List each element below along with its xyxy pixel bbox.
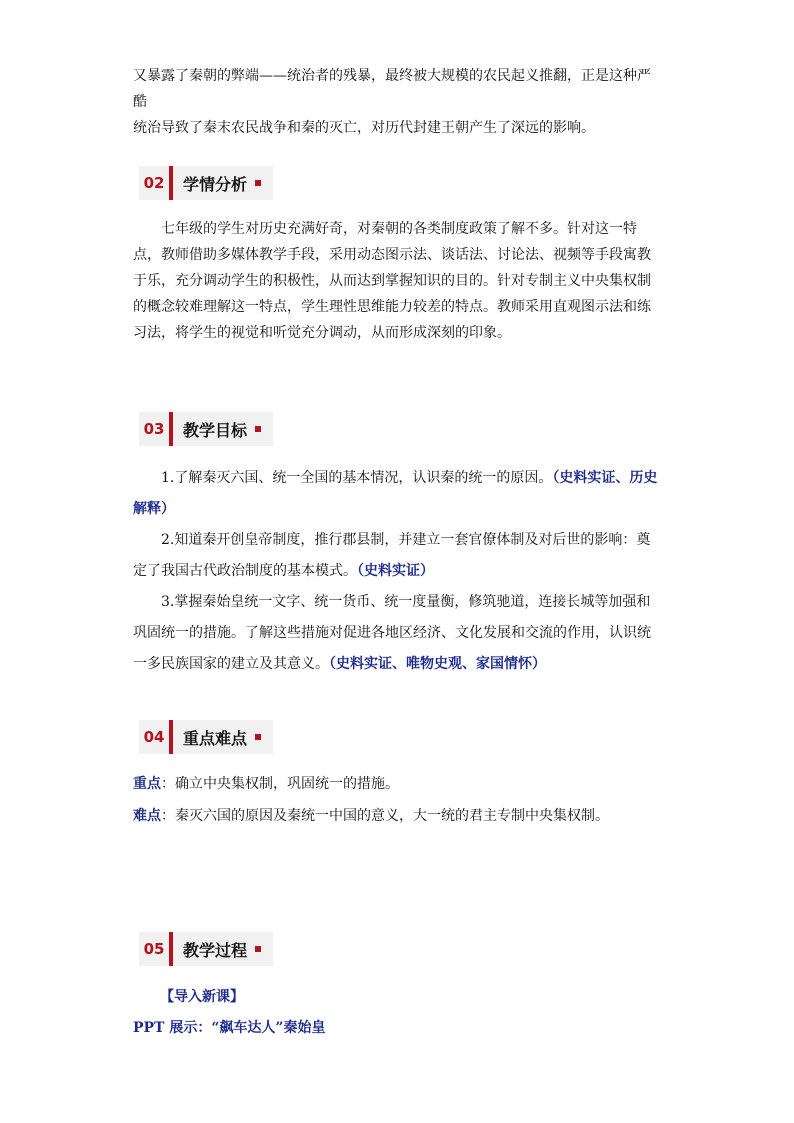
competency-tag: （史料实证） [357, 563, 434, 579]
key-point-line: 重点：确立中央集权制，巩固统一的措施。 [133, 776, 399, 792]
intro-line-1: 又暴露了秦朝的弊端——统治者的残暴，最终被大规模的农民起义推翻，正是这种严酷 [133, 68, 651, 110]
section-title: 教学过程 [183, 940, 248, 960]
goals-list [133, 463, 663, 680]
square-bullet-icon [255, 426, 261, 432]
section-number: 04 [139, 720, 169, 754]
section-heading-05 [139, 932, 273, 966]
section-number: 03 [139, 412, 169, 446]
competency-tag: （史料实证、历史解释） [133, 470, 658, 517]
lesson-intro-subheading: 【导入新课】 [160, 989, 244, 1005]
ppt-show-line: PPT 展示：“飙车达人”秦始皇 [133, 1020, 326, 1036]
key-point-label: 重点 [133, 776, 161, 792]
learner-analysis-paragraph: 七年级的学生对历史充满好奇，对秦朝的各类制度政策了解不多。针对这一特点，教师借助多媒体教学手段，采用动态图示法、谈话法、讨论法、视频等手段寓教于乐，充分调动学生的积极性，从而达到掌握知识的目的。针对专制主义中央集权制的概念较难理解这一特点，学生理性思维能力较差的特点。教师采用直观图示法和练习法，将学生的视觉和听觉充分调动，从而形成深刻的印象。 [133, 221, 651, 341]
difficult-point-label: 难点 [133, 808, 161, 824]
square-bullet-icon [255, 180, 261, 186]
goal-item: 1.了解秦灭六国、统一全国的基本情况，认识秦的统一的原因。（史料实证、历史解释） [133, 470, 658, 517]
square-bullet-icon [255, 734, 261, 740]
section-title: 重点难点 [183, 728, 248, 748]
square-bullet-icon [255, 946, 261, 952]
intro-line-2: 统治导致了秦末农民战争和秦的灭亡，对历代封建王朝产生了深远的影响。 [133, 120, 595, 136]
difficult-point-line: 难点：秦灭六国的原因及秦统一中国的意义，大一统的君主专制中央集权制。 [133, 808, 609, 824]
competency-tag: （史料实证、唯物史观、家国情怀） [329, 656, 546, 672]
goal-item: 3.掌握秦始皇统一文字、统一货币、统一度量衡，修筑驰道，连接长城等加强和巩固统一的措施。了解这些措施对促进各地区经济、文化发展和交流的作用，认识统一多民族国家的建立及其意义。（史料实证、唯物史观、家国情怀） [133, 594, 651, 672]
section-title: 学情分析 [183, 174, 248, 194]
section-heading-03 [139, 412, 273, 446]
section-heading-04 [139, 720, 273, 754]
section-heading-02 [139, 166, 273, 200]
goal-item: 2.知道秦开创皇帝制度，推行郡县制，并建立一套官僚体制及对后世的影响：奠定了我国古代政治制度的基本模式。（史料实证） [133, 532, 651, 579]
section-title: 教学目标 [183, 420, 248, 440]
intro-paragraph [133, 63, 663, 141]
section-number: 02 [139, 166, 169, 200]
section-number: 05 [139, 932, 169, 966]
